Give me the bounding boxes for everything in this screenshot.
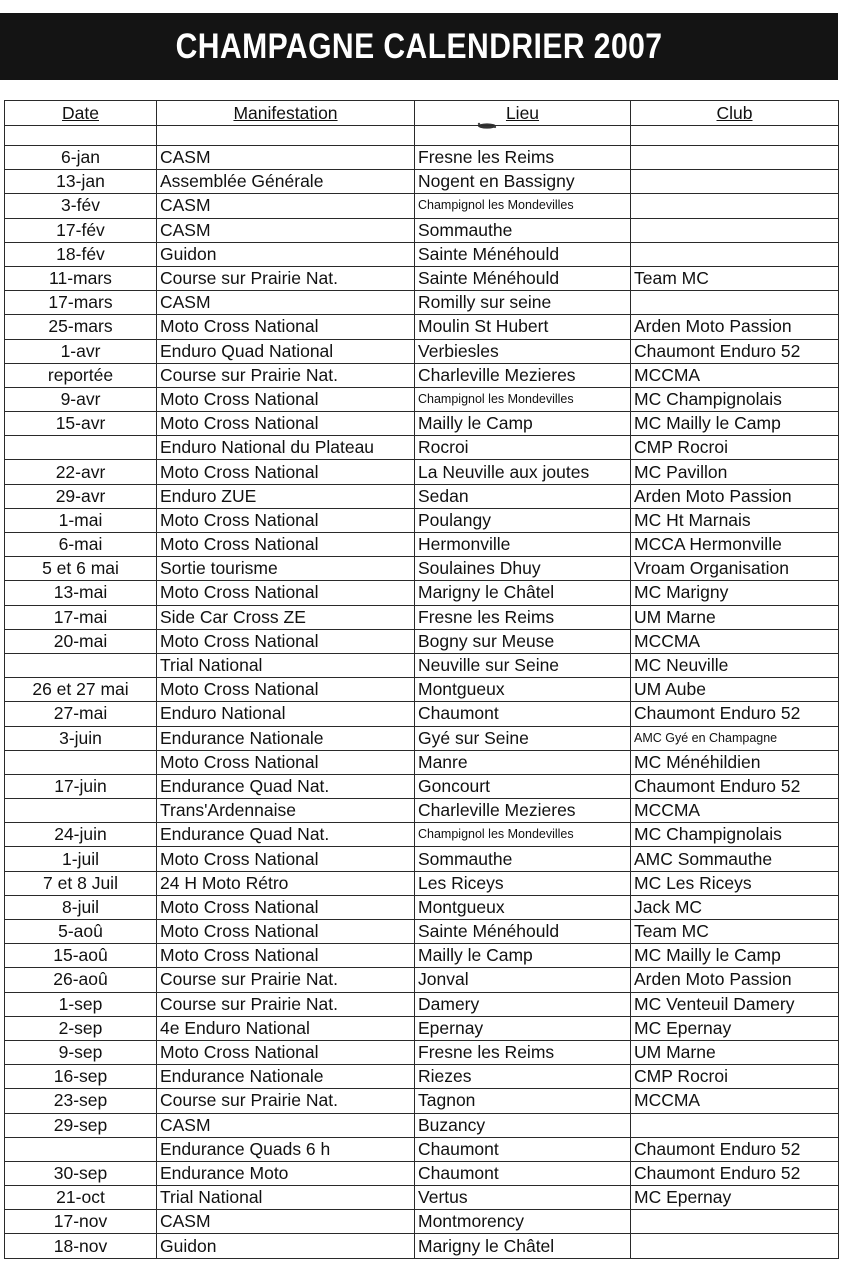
date-cell: 23-sep (5, 1089, 157, 1113)
table-row (5, 847, 839, 871)
lieu-cell: Bogny sur Meuse (415, 629, 631, 653)
lieu-cell: Neuville sur Seine (415, 653, 631, 677)
date-cell: 17-nov (5, 1210, 157, 1234)
club-cell (631, 146, 839, 170)
date-cell: 1-avr (5, 339, 157, 363)
table-row (5, 1065, 839, 1089)
lieu-cell: Jonval (415, 968, 631, 992)
club-cell: MC Neuville (631, 653, 839, 677)
club-cell: Team MC (631, 920, 839, 944)
date-cell: 30-sep (5, 1161, 157, 1185)
manifestation-cell: Moto Cross National (157, 412, 415, 436)
manifestation-cell: Endurance Nationale (157, 726, 415, 750)
manifestation-cell: Assemblée Générale (157, 170, 415, 194)
club-cell: AMC Sommauthe (631, 847, 839, 871)
table-row (5, 1186, 839, 1210)
manifestation-cell: Course sur Prairie Nat. (157, 266, 415, 290)
date-cell: 5 et 6 mai (5, 557, 157, 581)
manifestation-cell: Moto Cross National (157, 750, 415, 774)
date-cell: 13-mai (5, 581, 157, 605)
manifestation-cell: Enduro ZUE (157, 484, 415, 508)
blank-cell (157, 126, 415, 146)
date-cell: 24-juin (5, 823, 157, 847)
manifestation-cell: Sortie tourisme (157, 557, 415, 581)
lieu-cell: Riezes (415, 1065, 631, 1089)
lieu-cell: La Neuville aux joutes (415, 460, 631, 484)
date-cell: 20-mai (5, 629, 157, 653)
date-cell: 18-nov (5, 1234, 157, 1258)
lieu-cell: Soulaines Dhuy (415, 557, 631, 581)
header-club: Club (631, 101, 839, 126)
lieu-cell: Marigny le Châtel (415, 1234, 631, 1258)
table-row (5, 968, 839, 992)
manifestation-cell: CASM (157, 146, 415, 170)
table-row (5, 702, 839, 726)
manifestation-cell: Trans'Ardennaise (157, 799, 415, 823)
club-cell: MCCMA (631, 1089, 839, 1113)
club-cell: CMP Rocroi (631, 1065, 839, 1089)
lieu-cell: Tagnon (415, 1089, 631, 1113)
club-cell: MC Mailly le Camp (631, 412, 839, 436)
date-cell (5, 436, 157, 460)
club-cell: UM Marne (631, 605, 839, 629)
club-cell: MCCMA (631, 363, 839, 387)
club-cell (631, 1234, 839, 1258)
table-row (5, 895, 839, 919)
club-cell: Chaumont Enduro 52 (631, 1137, 839, 1161)
manifestation-cell: Moto Cross National (157, 629, 415, 653)
table-row (5, 218, 839, 242)
date-cell: 15-aoû (5, 944, 157, 968)
manifestation-cell: Guidon (157, 242, 415, 266)
lieu-cell: Manre (415, 750, 631, 774)
manifestation-cell: CASM (157, 194, 415, 218)
manifestation-cell: Enduro National (157, 702, 415, 726)
lieu-cell: Montmorency (415, 1210, 631, 1234)
lieu-cell: Vertus (415, 1186, 631, 1210)
lieu-cell: Chaumont (415, 702, 631, 726)
club-cell: MCCA Hermonville (631, 533, 839, 557)
calendar-title-banner (0, 13, 838, 80)
table-row (5, 750, 839, 774)
table-row (5, 363, 839, 387)
header-manifestation: Manifestation (157, 101, 415, 126)
lieu-cell: Damery (415, 992, 631, 1016)
manifestation-cell: Moto Cross National (157, 533, 415, 557)
manifestation-cell: Moto Cross National (157, 678, 415, 702)
date-cell: 1-mai (5, 508, 157, 532)
table-row (5, 460, 839, 484)
date-cell: 29-avr (5, 484, 157, 508)
date-cell: 3-fév (5, 194, 157, 218)
table-row (5, 1089, 839, 1113)
date-cell: 25-mars (5, 315, 157, 339)
lieu-cell: Champignol les Mondevilles (415, 194, 631, 218)
date-cell: 15-avr (5, 412, 157, 436)
table-row (5, 194, 839, 218)
lieu-cell: Chaumont (415, 1137, 631, 1161)
table-row (5, 533, 839, 557)
date-cell (5, 653, 157, 677)
lieu-cell: Goncourt (415, 774, 631, 798)
date-cell: 22-avr (5, 460, 157, 484)
date-cell: 16-sep (5, 1065, 157, 1089)
club-cell: MC Epernay (631, 1186, 839, 1210)
manifestation-cell: 4e Enduro National (157, 1016, 415, 1040)
club-cell: MC Mailly le Camp (631, 944, 839, 968)
table-row (5, 1210, 839, 1234)
club-cell: UM Aube (631, 678, 839, 702)
table-row (5, 436, 839, 460)
lieu-cell: Sommauthe (415, 218, 631, 242)
club-cell (631, 1113, 839, 1137)
lieu-cell: Buzancy (415, 1113, 631, 1137)
table-row (5, 412, 839, 436)
table-row (5, 170, 839, 194)
table-row (5, 629, 839, 653)
date-cell: 8-juil (5, 895, 157, 919)
calendar-title: CHAMPAGNE CALENDRIER 2007 (175, 26, 663, 66)
manifestation-cell: Endurance Nationale (157, 1065, 415, 1089)
header-lieu: Lieu (415, 101, 631, 126)
manifestation-cell: Endurance Quad Nat. (157, 774, 415, 798)
date-cell (5, 1137, 157, 1161)
club-cell: AMC Gyé en Champagne (631, 726, 839, 750)
manifestation-cell: Course sur Prairie Nat. (157, 992, 415, 1016)
date-cell: 6-mai (5, 533, 157, 557)
table-row (5, 266, 839, 290)
table-row (5, 315, 839, 339)
date-cell: 21-oct (5, 1186, 157, 1210)
club-cell (631, 218, 839, 242)
date-cell: 1-juil (5, 847, 157, 871)
table-row (5, 605, 839, 629)
manifestation-cell: Guidon (157, 1234, 415, 1258)
manifestation-cell: Endurance Quad Nat. (157, 823, 415, 847)
date-cell: 6-jan (5, 146, 157, 170)
lieu-cell: Poulangy (415, 508, 631, 532)
table-row (5, 1161, 839, 1185)
table-row (5, 484, 839, 508)
club-cell: CMP Rocroi (631, 436, 839, 460)
lieu-cell: Fresne les Reims (415, 605, 631, 629)
table-row (5, 799, 839, 823)
club-cell: Arden Moto Passion (631, 315, 839, 339)
club-cell: MC Ménéhildien (631, 750, 839, 774)
manifestation-cell: Course sur Prairie Nat. (157, 363, 415, 387)
manifestation-cell: Moto Cross National (157, 315, 415, 339)
table-row (5, 774, 839, 798)
lieu-cell: Mailly le Camp (415, 412, 631, 436)
lieu-cell: Sedan (415, 484, 631, 508)
club-cell: Chaumont Enduro 52 (631, 774, 839, 798)
manifestation-cell: CASM (157, 218, 415, 242)
club-cell: MC Venteuil Damery (631, 992, 839, 1016)
manifestation-cell: Enduro Quad National (157, 339, 415, 363)
club-cell: Team MC (631, 266, 839, 290)
manifestation-cell: CASM (157, 1210, 415, 1234)
club-cell: Chaumont Enduro 52 (631, 339, 839, 363)
table-row (5, 508, 839, 532)
lieu-cell: Sainte Ménéhould (415, 920, 631, 944)
club-cell: Arden Moto Passion (631, 968, 839, 992)
manifestation-cell: Moto Cross National (157, 387, 415, 411)
club-cell (631, 242, 839, 266)
club-cell: MC Marigny (631, 581, 839, 605)
lieu-cell: Champignol les Mondevilles (415, 387, 631, 411)
blank-cell (415, 126, 631, 146)
club-cell: MCCMA (631, 799, 839, 823)
date-cell: 7 et 8 Juil (5, 871, 157, 895)
date-cell (5, 750, 157, 774)
club-cell (631, 194, 839, 218)
date-cell: 13-jan (5, 170, 157, 194)
manifestation-cell: 24 H Moto Rétro (157, 871, 415, 895)
lieu-cell: Sommauthe (415, 847, 631, 871)
table-row (5, 1137, 839, 1161)
manifestation-cell: Trial National (157, 1186, 415, 1210)
club-cell: Chaumont Enduro 52 (631, 702, 839, 726)
manifestation-cell: Moto Cross National (157, 508, 415, 532)
club-cell: Arden Moto Passion (631, 484, 839, 508)
manifestation-cell: Course sur Prairie Nat. (157, 1089, 415, 1113)
lieu-cell: Verbiesles (415, 339, 631, 363)
table-row (5, 944, 839, 968)
manifestation-cell: Endurance Moto (157, 1161, 415, 1185)
lieu-cell: Romilly sur seine (415, 291, 631, 315)
date-cell: 5-aoû (5, 920, 157, 944)
manifestation-cell: Course sur Prairie Nat. (157, 968, 415, 992)
table-row (5, 678, 839, 702)
header-date: Date (5, 101, 157, 126)
lieu-cell: Gyé sur Seine (415, 726, 631, 750)
club-cell: MC Champignolais (631, 823, 839, 847)
manifestation-cell: Endurance Quads 6 h (157, 1137, 415, 1161)
table-row (5, 871, 839, 895)
club-cell (631, 170, 839, 194)
club-cell (631, 291, 839, 315)
manifestation-cell: Enduro National du Plateau (157, 436, 415, 460)
manifestation-cell: Moto Cross National (157, 581, 415, 605)
blank-cell (631, 126, 839, 146)
club-cell: Chaumont Enduro 52 (631, 1161, 839, 1185)
lieu-cell: Fresne les Reims (415, 1040, 631, 1064)
table-row (5, 726, 839, 750)
lieu-cell: Montgueux (415, 678, 631, 702)
blank-cell (5, 126, 157, 146)
club-cell: MC Les Riceys (631, 871, 839, 895)
date-cell: 1-sep (5, 992, 157, 1016)
manifestation-cell: Side Car Cross ZE (157, 605, 415, 629)
lieu-cell: Nogent en Bassigny (415, 170, 631, 194)
table-row (5, 1234, 839, 1258)
date-cell: 29-sep (5, 1113, 157, 1137)
lieu-cell: Hermonville (415, 533, 631, 557)
date-cell: 11-mars (5, 266, 157, 290)
table-row (5, 339, 839, 363)
lieu-cell: Moulin St Hubert (415, 315, 631, 339)
calendar-table (4, 100, 839, 1259)
lieu-cell: Les Riceys (415, 871, 631, 895)
manifestation-cell: Moto Cross National (157, 1040, 415, 1064)
date-cell: 2-sep (5, 1016, 157, 1040)
table-row (5, 1113, 839, 1137)
table-row (5, 1016, 839, 1040)
manifestation-cell: CASM (157, 1113, 415, 1137)
manifestation-cell: CASM (157, 291, 415, 315)
lieu-cell: Epernay (415, 1016, 631, 1040)
blank-row (5, 126, 839, 146)
table-row (5, 920, 839, 944)
table-row (5, 581, 839, 605)
table-row (5, 557, 839, 581)
table-row (5, 1040, 839, 1064)
table-row (5, 146, 839, 170)
lieu-cell: Chaumont (415, 1161, 631, 1185)
date-cell: reportée (5, 363, 157, 387)
club-cell: Vroam Organisation (631, 557, 839, 581)
lieu-cell: Sainte Ménéhould (415, 242, 631, 266)
club-cell: MC Pavillon (631, 460, 839, 484)
manifestation-cell: Moto Cross National (157, 895, 415, 919)
club-cell: MC Champignolais (631, 387, 839, 411)
manifestation-cell: Moto Cross National (157, 847, 415, 871)
date-cell: 17-juin (5, 774, 157, 798)
lieu-cell: Charleville Mezieres (415, 363, 631, 387)
header-row (5, 101, 839, 126)
lieu-cell: Sainte Ménéhould (415, 266, 631, 290)
manifestation-cell: Moto Cross National (157, 944, 415, 968)
date-cell (5, 799, 157, 823)
date-cell: 9-sep (5, 1040, 157, 1064)
manifestation-cell: Trial National (157, 653, 415, 677)
manifestation-cell: Moto Cross National (157, 920, 415, 944)
club-cell: UM Marne (631, 1040, 839, 1064)
table-row (5, 242, 839, 266)
date-cell: 18-fév (5, 242, 157, 266)
club-cell: Jack MC (631, 895, 839, 919)
club-cell: MC Epernay (631, 1016, 839, 1040)
date-cell: 17-fév (5, 218, 157, 242)
date-cell: 27-mai (5, 702, 157, 726)
table-row (5, 992, 839, 1016)
date-cell: 17-mars (5, 291, 157, 315)
lieu-cell: Charleville Mezieres (415, 799, 631, 823)
manifestation-cell: Moto Cross National (157, 460, 415, 484)
lieu-cell: Rocroi (415, 436, 631, 460)
date-cell: 26 et 27 mai (5, 678, 157, 702)
club-cell: MCCMA (631, 629, 839, 653)
club-cell (631, 1210, 839, 1234)
lieu-cell: Marigny le Châtel (415, 581, 631, 605)
lieu-cell: Champignol les Mondevilles (415, 823, 631, 847)
lieu-cell: Mailly le Camp (415, 944, 631, 968)
club-cell: MC Ht Marnais (631, 508, 839, 532)
date-cell: 26-aoû (5, 968, 157, 992)
table-row (5, 653, 839, 677)
table-row (5, 823, 839, 847)
date-cell: 17-mai (5, 605, 157, 629)
date-cell: 3-juin (5, 726, 157, 750)
table-row (5, 291, 839, 315)
lieu-cell: Fresne les Reims (415, 146, 631, 170)
date-cell: 9-avr (5, 387, 157, 411)
lieu-cell: Montgueux (415, 895, 631, 919)
table-row (5, 387, 839, 411)
